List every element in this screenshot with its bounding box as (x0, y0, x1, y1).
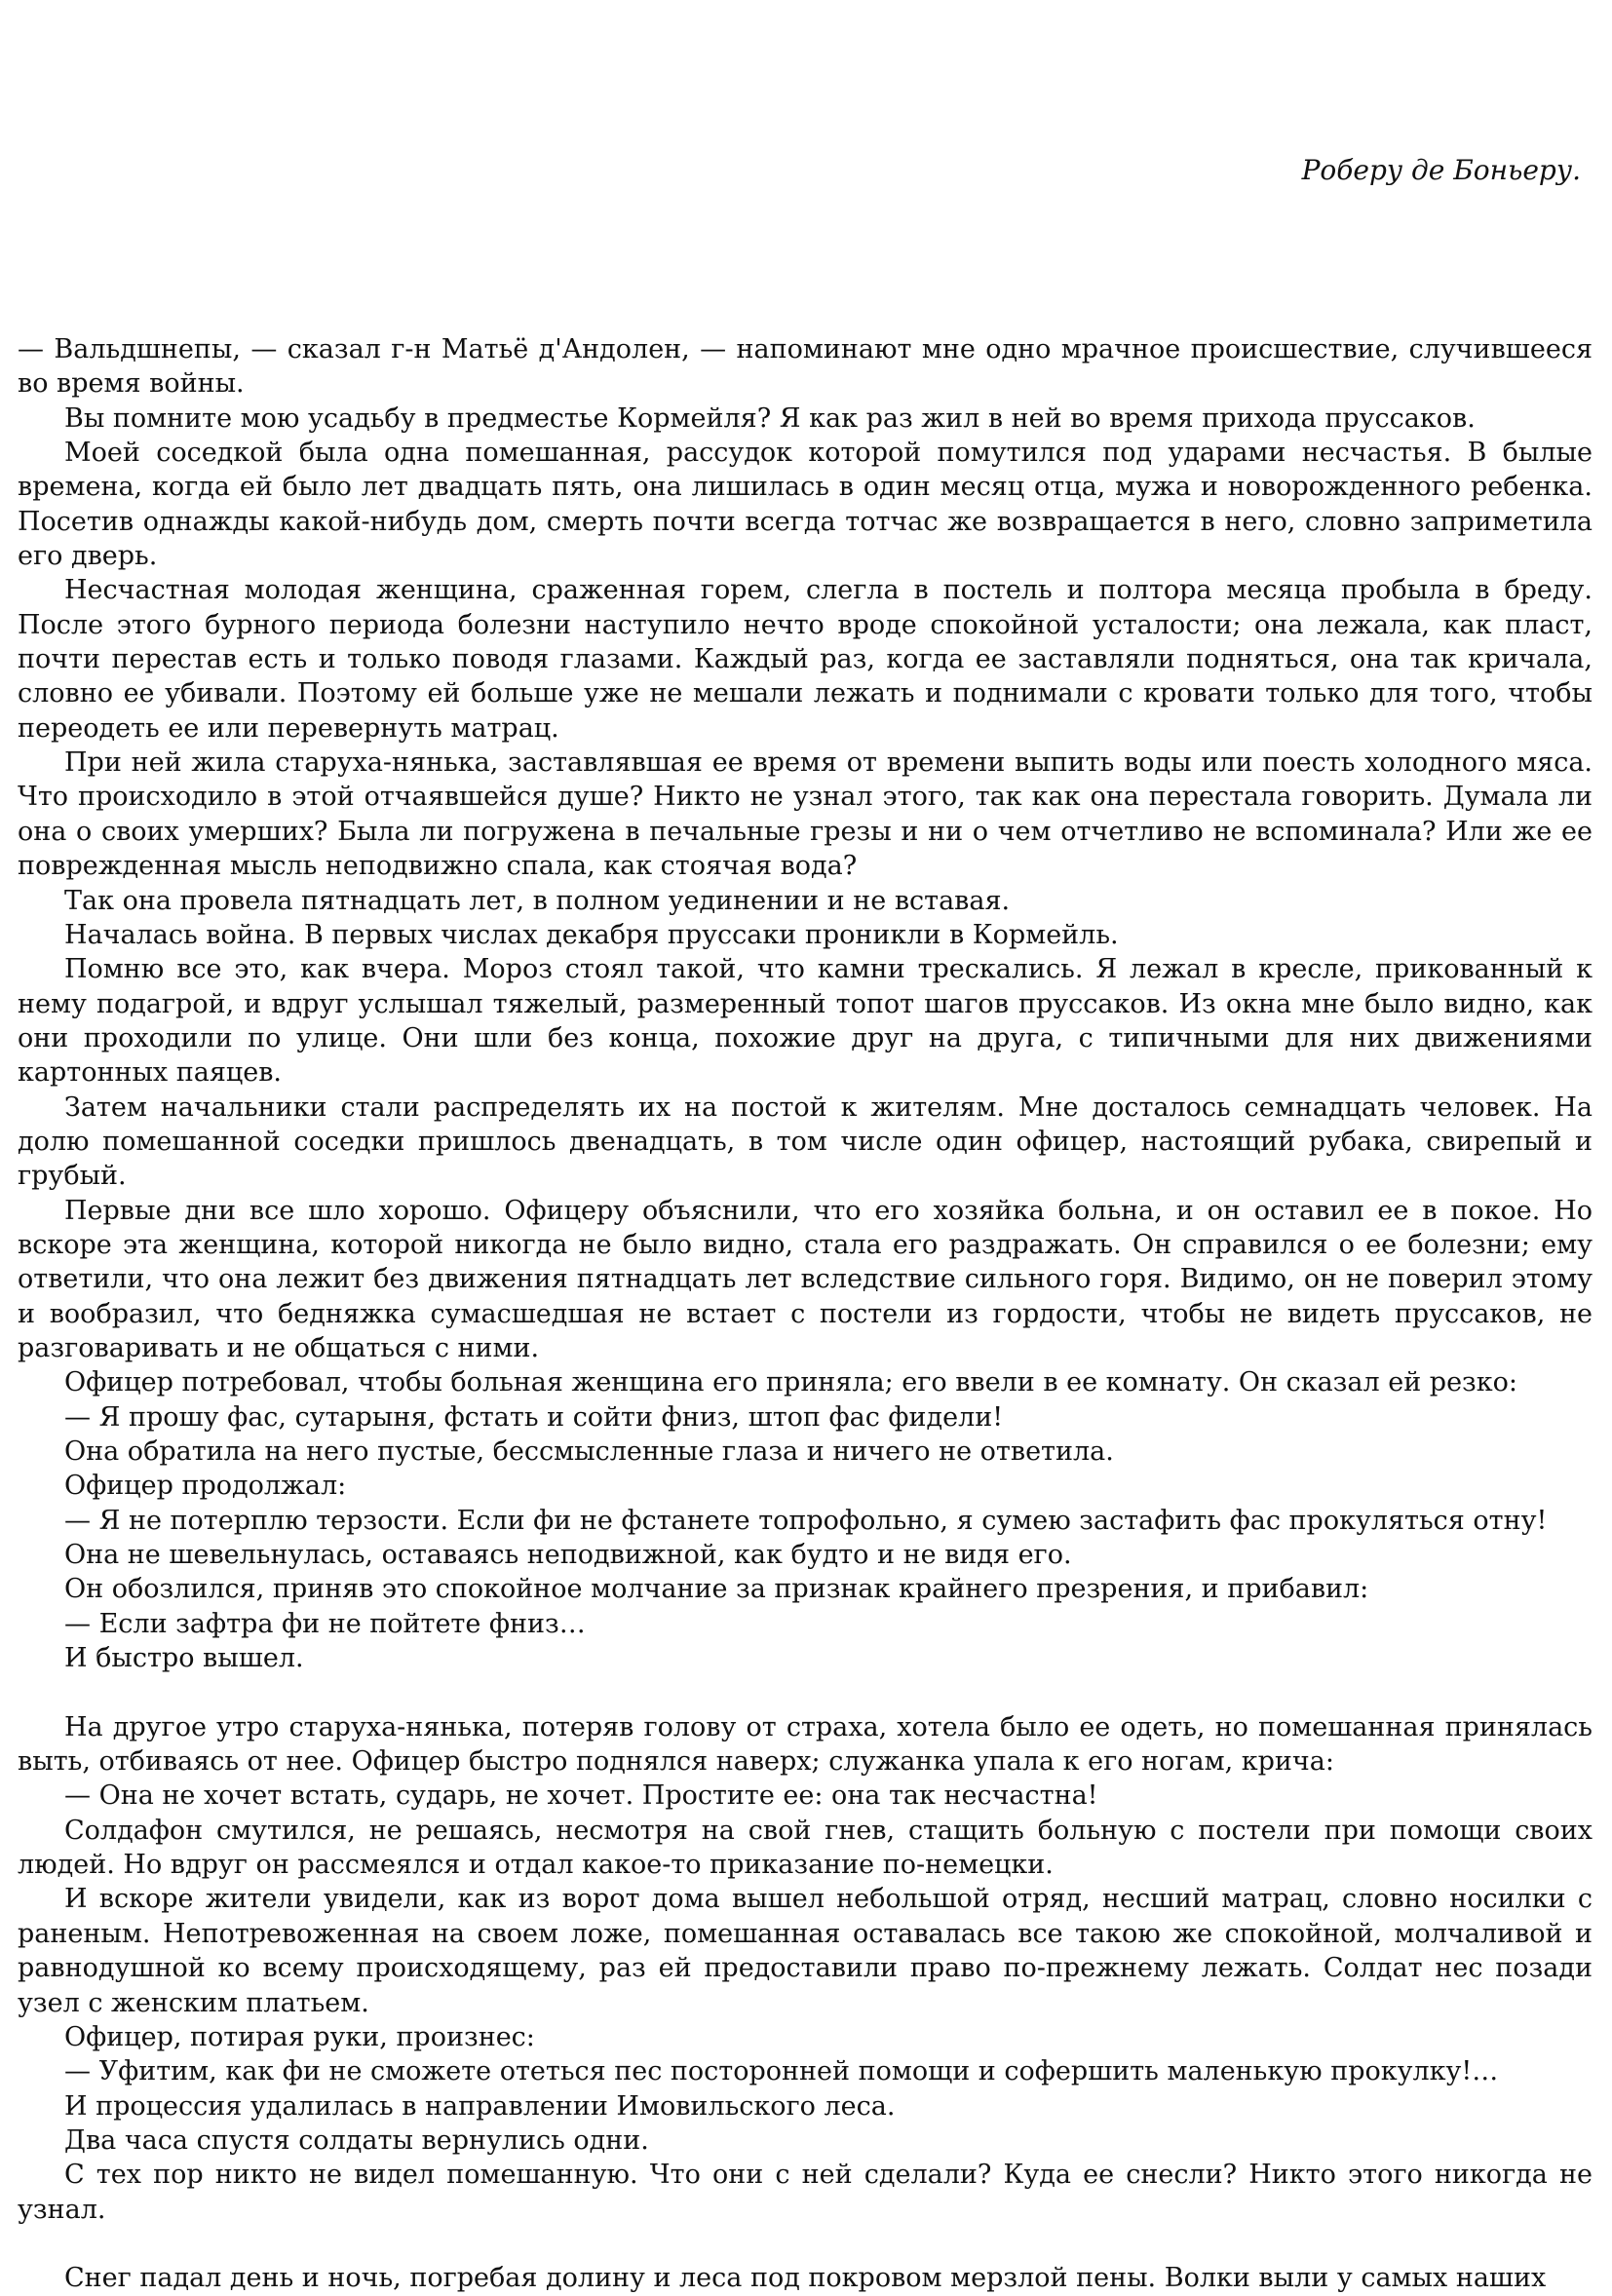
paragraph-1: — Вальдшнепы, — сказал г-н Матьё д'Андолен, — напоминают мне одно мрачное происшествие, случившееся во время войны. (18, 334, 1593, 400)
paragraph-7: Началась война. В первых числах декабря пруссаки проникли в Кормейль. (64, 919, 1119, 950)
dialogue-line: — Если зафтра фи не пойтете фниз… (64, 1608, 586, 1639)
paragraph-23: И вскоре жители увидели, как из ворот дома вышел небольшой отряд, несший матрац, словно носилки с раненым. Непотревоженная на своем ложе, помешанная оставалась все такою же спокойной, молчаливой и равнодушной ко всему происходящему, раз ей предоставили право по-прежнему лежать. Солдат нес позади узел с женским платьем. (18, 1884, 1593, 2018)
dialogue-line: — Я прошу фас, сутарыня, фстать и сойти фниз, штоп фас фидели! (64, 1401, 1004, 1433)
paragraph-17: Он обозлился, приняв это спокойное молчание за признак крайнего презрения, и прибавил: (64, 1574, 1369, 1605)
paragraph-11: Офицер потребовал, чтобы больная женщина его приняла; его ввели в ее комнату. Он сказал ей резко: (64, 1367, 1518, 1398)
paragraph-19: И быстро вышел. (64, 1643, 304, 1674)
paragraph-22: Солдафон смутился, не решаясь, несмотря на свой гнев, стащить больную с постели при помощи своих людей. Но вдруг он рассмеялся и отдал какое-то приказание по-немецки. (18, 1815, 1593, 1881)
dialogue-line: — Она не хочет встать, сударь, не хочет. Простите ее: она так несчастна! (64, 1780, 1098, 1812)
paragraph-26: И процессия удалилась в направлении Имовильского леса. (64, 2090, 896, 2122)
paragraph-24: Офицер, потирая руки, произнес: (64, 2021, 535, 2052)
paragraph-14: Офицер продолжал: (64, 1471, 347, 1502)
paragraph-8: Помню все это, как вчера. Мороз стоял такой, что камни трескались. Я лежал в кресле, прикованный к нему подагрой, и вдруг услышал тяжелый, размеренный топот шагов пруссаков. Из окна мне было видно, как они проходили по улице. Они шли без конца, похожие друг на друга, с типичными для них движениями картонных паяцев. (18, 954, 1593, 1089)
paragraph-4: Несчастная молодая женщина, сраженная горем, слегла в постель и полтора месяца пробыла в бреду. После этого бурного периода болезни наступило нечто вроде спокойной усталости; она лежала, как пласт, почти перестав есть и только поводя глазами. Каждый раз, когда ее заставляли подняться, она так кричала, словно ее убивали. Поэтому ей больше уже не мешали лежать и поднимали с кровати только для того, чтобы переодеть ее или перевернуть матрац. (18, 575, 1593, 744)
paragraph-3: Моей соседкой была одна помешанная, рассудок которой помутился под ударами несчастья. В былые времена, когда ей было лет двадцать пять, она лишилась в один месяц отца, мужа и новорожденного ребенка. Посетив однажды какой-нибудь дом, смерть почти всегда тотчас же возвращается в него, словно заприметила его дверь. (18, 438, 1593, 572)
paragraph-9: Затем начальники стали распределять их на постой к жителям. Мне досталось семнадцать человек. На долю помешанной соседки пришлось двенадцать, в том числе один офицер, настоящий рубака, свирепый и грубый. (18, 1091, 1593, 1192)
paragraph-20: На другое утро старуха-нянька, потеряв голову от страха, хотела было ее одеть, но помешанная принялась выть, отбиваясь от нее. Офицер быстро поднялся наверх; служанка упала к его ногам, крича: (18, 1711, 1593, 1778)
paragraph-13: Она обратила на него пустые, бессмысленные глаза и ничего не ответила. (64, 1436, 1114, 1467)
story-text (18, 332, 1593, 2296)
paragraph-2: Вы помните мою усадьбу в предместье Кормейля? Я как раз жил в ней во время прихода пруссаков. (64, 402, 1476, 434)
paragraph-27: Два часа спустя солдаты вернулись одни. (64, 2124, 649, 2156)
paragraph-29: Снег падал день и ночь, погребая долину и леса под покровом мерзлой пены. Волки выли у самых наших (64, 2263, 1547, 2294)
paragraph-28: С тех пор никто не видел помешанную. Что они с ней сделали? Куда ее снесли? Никто этого никогда не узнал. (18, 2160, 1593, 2225)
paragraph-10: Первые дни все шло хорошо. Офицеру объяснили, что его хозяйка больна, и он оставил ее в покое. Но вскоре эта женщина, которой никогда не было видно, стала его раздражать. Он справился о ее болезни; ему ответили, что она лежит без движения пятнадцать лет вследствие сильного горя. Видимо, он не поверил этому и вообразил, что бедняжка сумасшедшая не встает с постели из гордости, чтобы не видеть пруссаков, не разговаривать и не общаться с ними. (18, 1195, 1593, 1363)
dialogue-line: — Уфитим, как фи не сможете отеться пес посторонней помощи и софершить маленькую прокулку!… (64, 2056, 1499, 2087)
dialogue-line: — Я не потерплю терзости. Если фи не фстанете топрофольно, я сумею застафить фас прокуляться отну! (64, 1505, 1548, 1536)
dedication: Роберу де Боньеру. (1301, 154, 1581, 186)
paragraph-6: Так она провела пятнадцать лет, в полном уединении и не вставая. (64, 885, 1011, 916)
paragraph-5: При ней жила старуха-нянька, заставлявшая ее время от времени выпить воды или поесть холодного мяса. Что происходило в этой отчаявшейся душе? Никто не узнал этого, так как она перестала говорить. Думала ли она о своих умерших? Была ли погружена в печальные грезы и ни о чем отчетливо не вспоминала? Или же ее поврежденная мысль неподвижно спала, как стоячая вода? (18, 747, 1593, 882)
paragraph-16: Она не шевельнулась, оставаясь неподвижной, как будто и не видя его. (64, 1540, 1072, 1571)
